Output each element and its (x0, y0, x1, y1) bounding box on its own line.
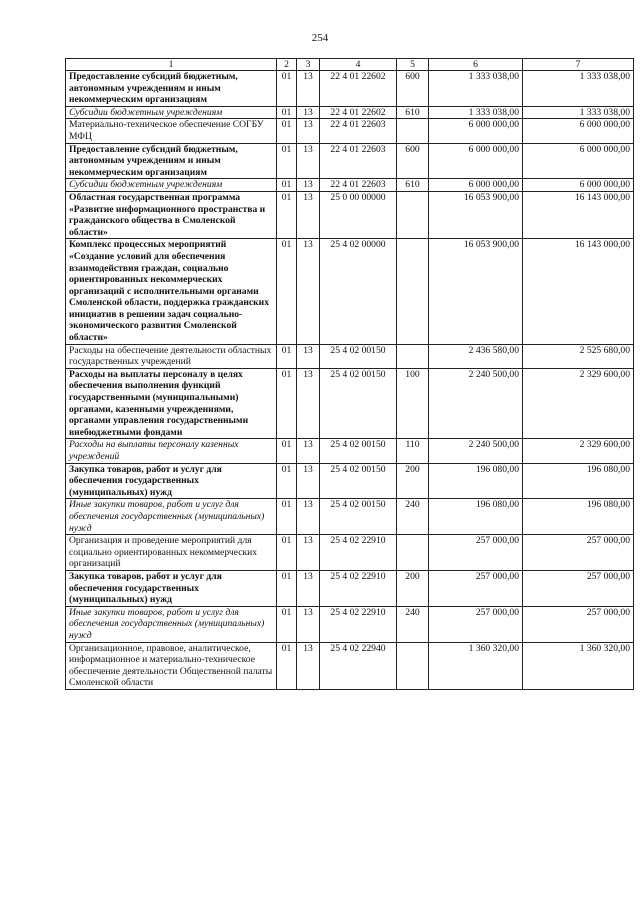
table-row (66, 368, 634, 439)
expense-type-code-cell: 610 (397, 179, 429, 192)
item-name-cell: Закупка товаров, работ и услуг для обеспечения государственных (муниципальных) нужд (66, 570, 277, 606)
target-article-code-cell: 22 4 01 22602 (320, 106, 397, 119)
section-code-cell: 01 (277, 239, 297, 344)
item-name-cell: Расходы на выплаты персоналу в целях обеспечения выполнения функций государственными (муниципальными) органами, казенными учреждениями, органами управления государственными внебюджетными фондами (66, 368, 277, 439)
section-code-cell: 01 (277, 344, 297, 368)
subsection-code-cell: 13 (297, 606, 320, 642)
table-row (66, 119, 634, 143)
table-header-row (66, 59, 634, 71)
section-code-cell: 01 (277, 71, 297, 107)
section-code-cell: 01 (277, 143, 297, 179)
amount-year-1-cell: 16 053 900,00 (429, 191, 523, 238)
subsection-code-cell: 13 (297, 570, 320, 606)
target-article-code-cell: 25 4 02 00150 (320, 344, 397, 368)
table-row (66, 463, 634, 499)
amount-year-1-cell: 2 436 580,00 (429, 344, 523, 368)
table-row (66, 606, 634, 642)
target-article-code-cell: 25 0 00 00000 (320, 191, 397, 238)
column-header: 6 (429, 59, 523, 71)
column-header: 1 (66, 59, 277, 71)
amount-year-1-cell: 1 360 320,00 (429, 642, 523, 689)
expense-type-code-cell (397, 642, 429, 689)
target-article-code-cell: 25 4 02 00150 (320, 463, 397, 499)
subsection-code-cell: 13 (297, 179, 320, 192)
item-name-cell: Комплекс процессных мероприятий «Создание условий для обеспечения взаимодействия граждан, социально ориентированных некоммерческих организаций с исполнительными органами Смоленской области, поддержка гражданских инициатив в решении задач социально-экономического развития Смоленской области» (66, 239, 277, 344)
target-article-code-cell: 25 4 02 00150 (320, 439, 397, 463)
amount-year-2-cell: 1 360 320,00 (523, 642, 634, 689)
expense-type-code-cell (397, 191, 429, 238)
subsection-code-cell: 13 (297, 119, 320, 143)
expense-type-code-cell: 610 (397, 106, 429, 119)
amount-year-1-cell: 6 000 000,00 (429, 143, 523, 179)
item-name-cell: Иные закупки товаров, работ и услуг для обеспечения государственных (муниципальных) нужд (66, 606, 277, 642)
expense-type-code-cell (397, 239, 429, 344)
amount-year-2-cell: 196 080,00 (523, 463, 634, 499)
amount-year-2-cell: 6 000 000,00 (523, 179, 634, 192)
column-header: 3 (297, 59, 320, 71)
table-row (66, 191, 634, 238)
section-code-cell: 01 (277, 535, 297, 571)
target-article-code-cell: 25 4 02 22910 (320, 570, 397, 606)
target-article-code-cell: 22 4 01 22602 (320, 71, 397, 107)
amount-year-1-cell: 257 000,00 (429, 535, 523, 571)
table-body (66, 71, 634, 690)
item-name-cell: Областная государственная программа «Развитие информационного пространства и гражданского общества в Смоленской области» (66, 191, 277, 238)
table-row (66, 239, 634, 344)
column-header: 4 (320, 59, 397, 71)
subsection-code-cell: 13 (297, 642, 320, 689)
amount-year-1-cell: 6 000 000,00 (429, 119, 523, 143)
table-row (66, 106, 634, 119)
section-code-cell: 01 (277, 439, 297, 463)
target-article-code-cell: 25 4 02 22910 (320, 606, 397, 642)
amount-year-2-cell: 2 525 680,00 (523, 344, 634, 368)
table-row (66, 344, 634, 368)
table-row (66, 179, 634, 192)
subsection-code-cell: 13 (297, 439, 320, 463)
expense-type-code-cell: 240 (397, 606, 429, 642)
subsection-code-cell: 13 (297, 239, 320, 344)
amount-year-2-cell: 6 000 000,00 (523, 143, 634, 179)
item-name-cell: Закупка товаров, работ и услуг для обеспечения государственных (муниципальных) нужд (66, 463, 277, 499)
amount-year-1-cell: 196 080,00 (429, 499, 523, 535)
section-code-cell: 01 (277, 179, 297, 192)
item-name-cell: Предоставление субсидий бюджетным, автономным учреждениям и иным некоммерческим организациям (66, 71, 277, 107)
item-name-cell: Материально-техническое обеспечение СОГБУ МФЦ (66, 119, 277, 143)
amount-year-2-cell: 16 143 000,00 (523, 239, 634, 344)
target-article-code-cell: 25 4 02 22910 (320, 535, 397, 571)
item-name-cell: Предоставление субсидий бюджетным, автономным учреждениям и иным некоммерческим организациям (66, 143, 277, 179)
table-row (66, 535, 634, 571)
item-name-cell: Расходы на обеспечение деятельности областных государственных учреждений (66, 344, 277, 368)
item-name-cell: Субсидии бюджетным учреждениям (66, 179, 277, 192)
budget-table (65, 58, 634, 690)
expense-type-code-cell (397, 535, 429, 571)
amount-year-1-cell: 1 333 038,00 (429, 106, 523, 119)
item-name-cell: Организационное, правовое, аналитическое, информационное и материально-техническое обеспечение деятельности Общественной палаты Смоленской области (66, 642, 277, 689)
column-header: 7 (523, 59, 634, 71)
amount-year-1-cell: 2 240 500,00 (429, 368, 523, 439)
amount-year-2-cell: 1 333 038,00 (523, 71, 634, 107)
amount-year-1-cell: 2 240 500,00 (429, 439, 523, 463)
expense-type-code-cell: 240 (397, 499, 429, 535)
expense-type-code-cell (397, 119, 429, 143)
amount-year-2-cell: 196 080,00 (523, 499, 634, 535)
expense-type-code-cell: 600 (397, 71, 429, 107)
column-header: 5 (397, 59, 429, 71)
section-code-cell: 01 (277, 106, 297, 119)
section-code-cell: 01 (277, 570, 297, 606)
amount-year-1-cell: 257 000,00 (429, 606, 523, 642)
target-article-code-cell: 25 4 02 00150 (320, 499, 397, 535)
subsection-code-cell: 13 (297, 143, 320, 179)
amount-year-2-cell: 2 329 600,00 (523, 368, 634, 439)
target-article-code-cell: 22 4 01 22603 (320, 119, 397, 143)
item-name-cell: Субсидии бюджетным учреждениям (66, 106, 277, 119)
amount-year-1-cell: 16 053 900,00 (429, 239, 523, 344)
table-row (66, 71, 634, 107)
table-row (66, 439, 634, 463)
item-name-cell: Иные закупки товаров, работ и услуг для обеспечения государственных (муниципальных) нужд (66, 499, 277, 535)
section-code-cell: 01 (277, 642, 297, 689)
amount-year-1-cell: 1 333 038,00 (429, 71, 523, 107)
subsection-code-cell: 13 (297, 191, 320, 238)
amount-year-1-cell: 257 000,00 (429, 570, 523, 606)
page-number: 254 (311, 32, 329, 44)
item-name-cell: Организация и проведение мероприятий для социально ориентированных некоммерческих организаций (66, 535, 277, 571)
target-article-code-cell: 25 4 02 00150 (320, 368, 397, 439)
amount-year-2-cell: 257 000,00 (523, 570, 634, 606)
section-code-cell: 01 (277, 499, 297, 535)
section-code-cell: 01 (277, 606, 297, 642)
subsection-code-cell: 13 (297, 463, 320, 499)
section-code-cell: 01 (277, 191, 297, 238)
expense-type-code-cell: 110 (397, 439, 429, 463)
section-code-cell: 01 (277, 368, 297, 439)
section-code-cell: 01 (277, 463, 297, 499)
amount-year-2-cell: 257 000,00 (523, 606, 634, 642)
amount-year-2-cell: 1 333 038,00 (523, 106, 634, 119)
amount-year-1-cell: 196 080,00 (429, 463, 523, 499)
target-article-code-cell: 22 4 01 22603 (320, 143, 397, 179)
amount-year-2-cell: 2 329 600,00 (523, 439, 634, 463)
expense-type-code-cell: 100 (397, 368, 429, 439)
column-header: 2 (277, 59, 297, 71)
subsection-code-cell: 13 (297, 368, 320, 439)
expense-type-code-cell (397, 344, 429, 368)
table-row (66, 570, 634, 606)
amount-year-2-cell: 16 143 000,00 (523, 191, 634, 238)
item-name-cell: Расходы на выплаты персоналу казенных учреждений (66, 439, 277, 463)
expense-type-code-cell: 600 (397, 143, 429, 179)
section-code-cell: 01 (277, 119, 297, 143)
target-article-code-cell: 25 4 02 22940 (320, 642, 397, 689)
amount-year-2-cell: 257 000,00 (523, 535, 634, 571)
target-article-code-cell: 25 4 02 00000 (320, 239, 397, 344)
table-row (66, 642, 634, 689)
expense-type-code-cell: 200 (397, 570, 429, 606)
target-article-code-cell: 22 4 01 22603 (320, 179, 397, 192)
expense-type-code-cell: 200 (397, 463, 429, 499)
table-row (66, 143, 634, 179)
table-row (66, 499, 634, 535)
subsection-code-cell: 13 (297, 106, 320, 119)
subsection-code-cell: 13 (297, 535, 320, 571)
amount-year-1-cell: 6 000 000,00 (429, 179, 523, 192)
subsection-code-cell: 13 (297, 71, 320, 107)
subsection-code-cell: 13 (297, 499, 320, 535)
subsection-code-cell: 13 (297, 344, 320, 368)
amount-year-2-cell: 6 000 000,00 (523, 119, 634, 143)
